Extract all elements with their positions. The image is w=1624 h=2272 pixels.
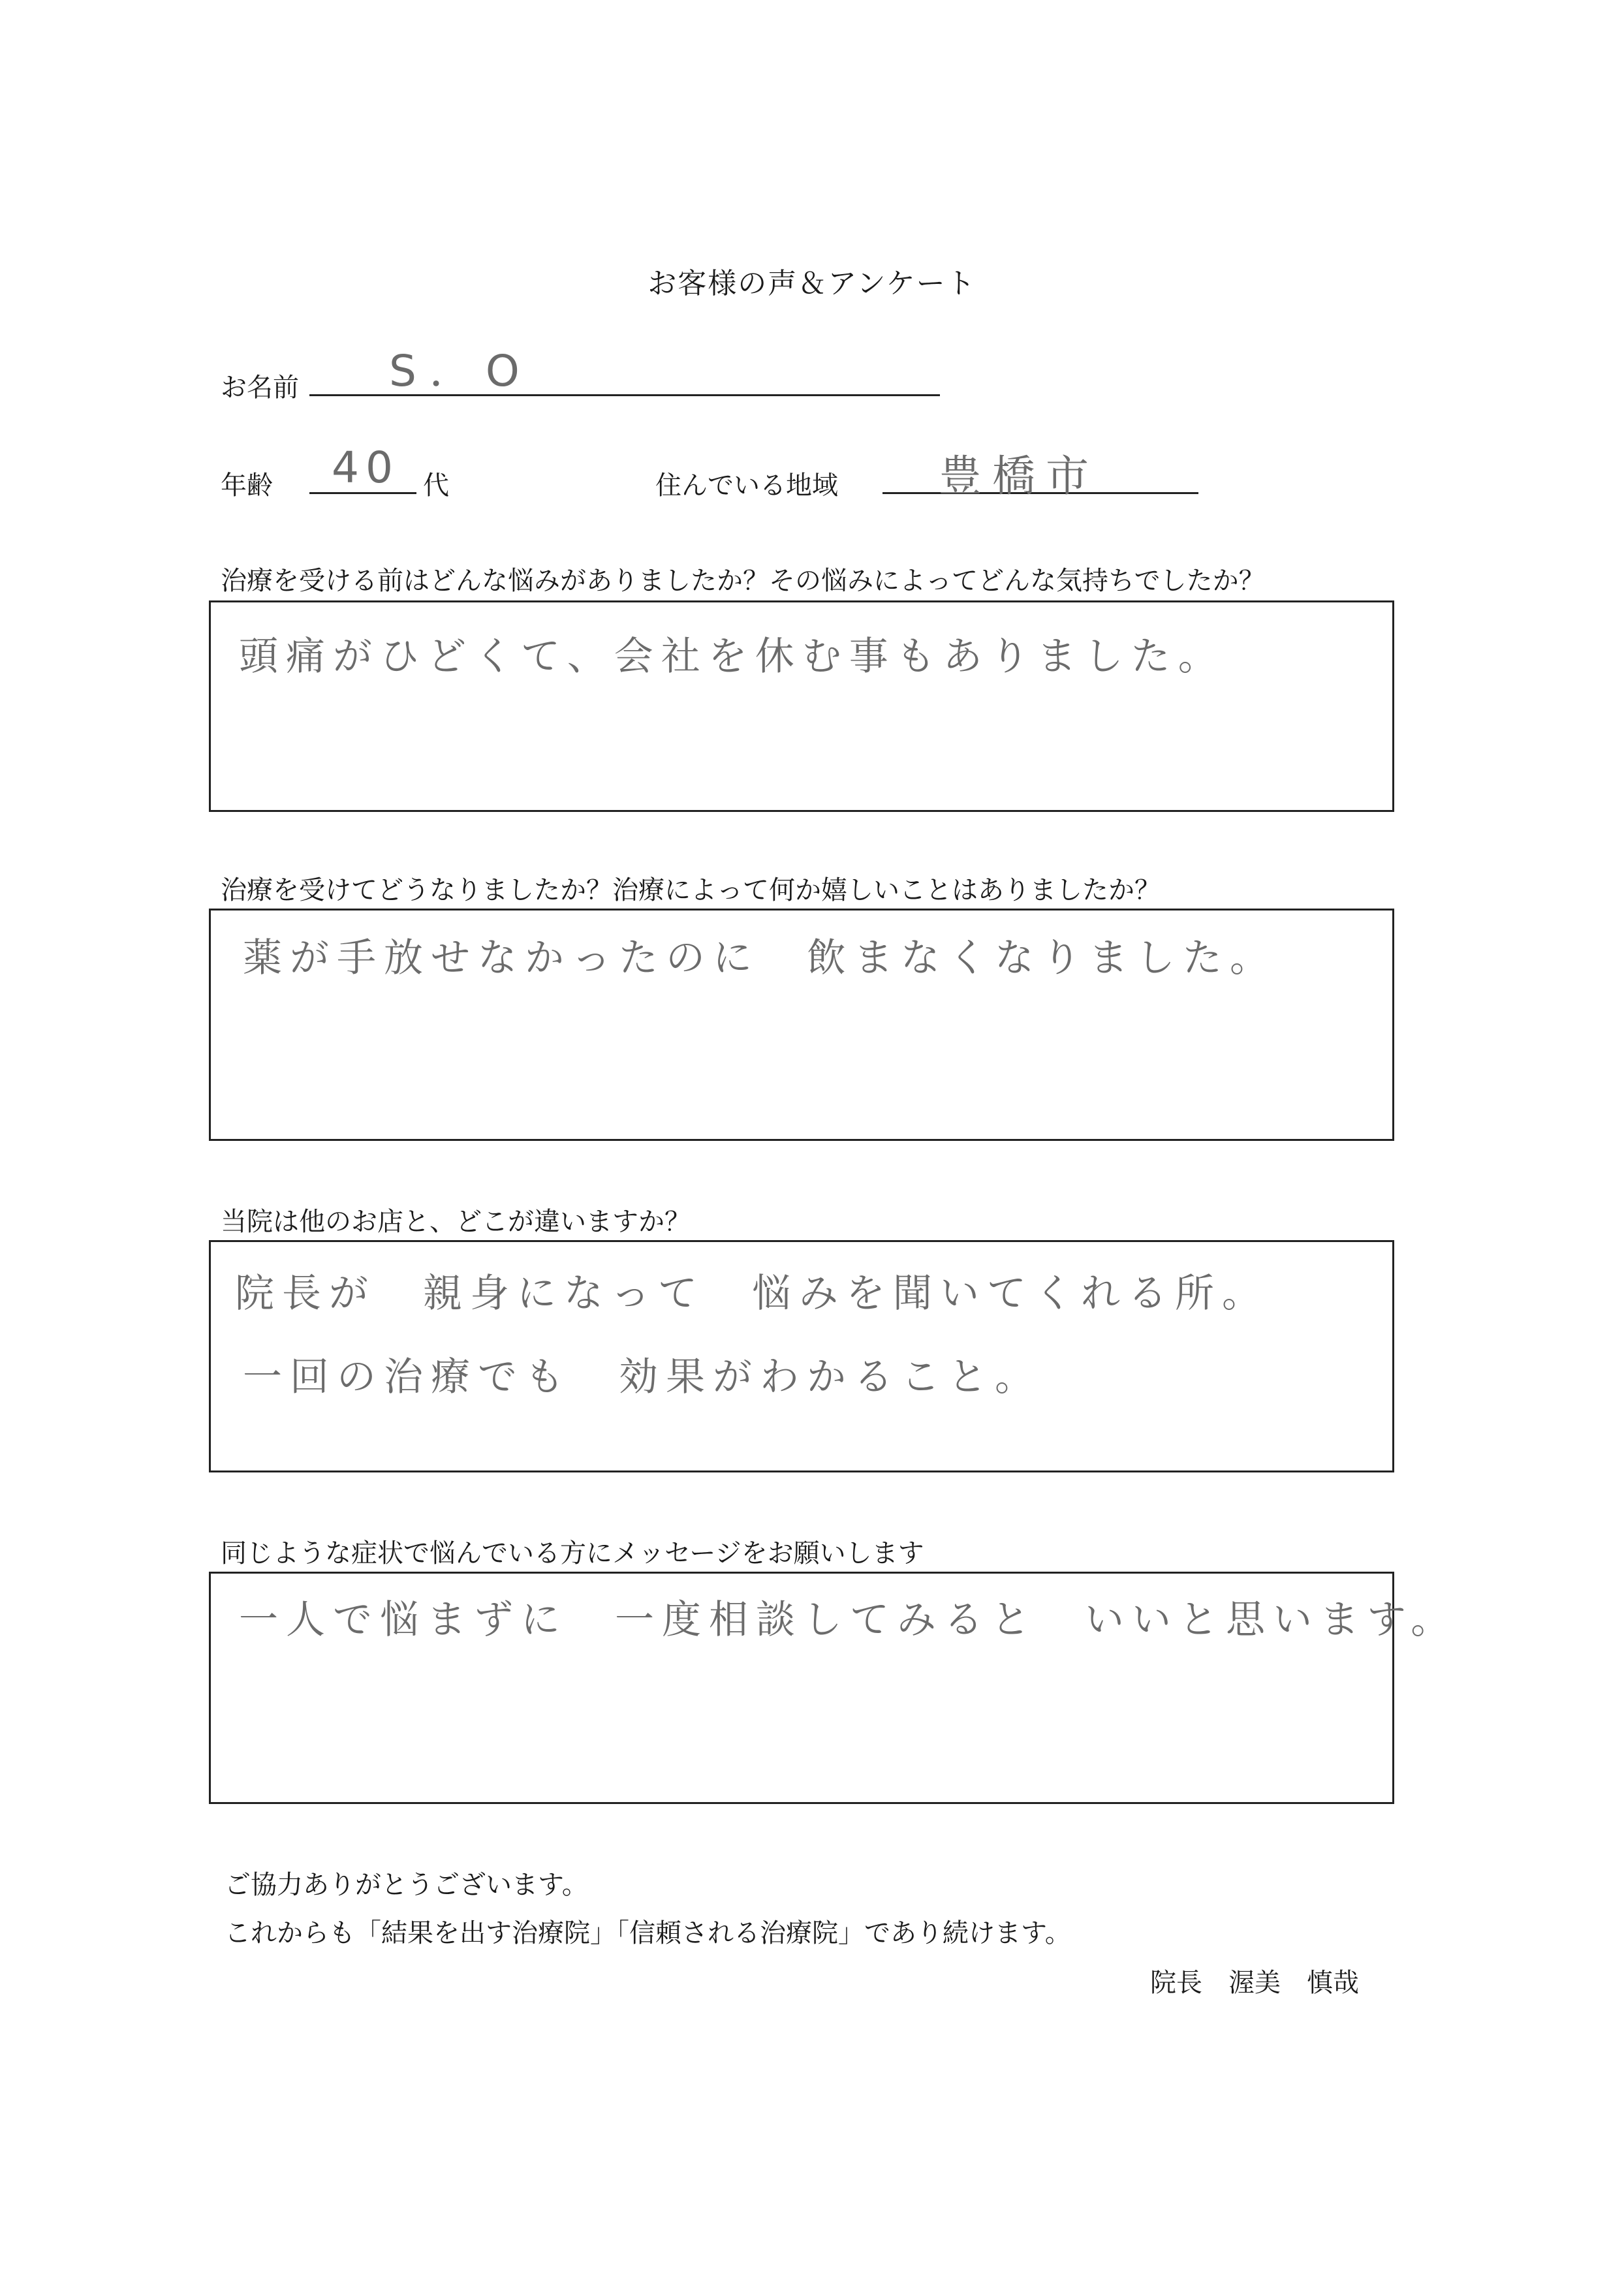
name-label: お名前 [221, 373, 299, 403]
answer-4-line-1: 一人で悩まずに 一度相談してみると いいと思います。 [239, 1597, 1458, 1643]
form-title: お客様の声＆アンケート [648, 267, 976, 300]
question-4: 同じような症状で悩んでいる方にメッセージをお願いします [221, 1538, 924, 1568]
question-1: 治療を受ける前はどんな悩みがありましたか？その悩みによってどんな気持ちでしたか？ [221, 566, 1265, 596]
answer-3-line-2: 一回の治療でも 効果がわかること。 [243, 1354, 1042, 1400]
age-label: 年齢 [221, 471, 273, 501]
answer-3-line-1: 院長が 親身になって 悩みを聞いてくれる所。 [235, 1271, 1269, 1316]
answer-2-line-1: 薬が手放せなかったのに 飲まなくなりました。 [243, 935, 1277, 981]
name-value: S．O [389, 346, 533, 396]
closing-thanks: ご協力ありがとうございます。 [225, 1870, 588, 1900]
region-label: 住んでいる地域 [655, 471, 838, 501]
question-3: 当院は他のお店と、どこが違いますか？ [221, 1207, 691, 1237]
answer-1-line-1: 頭痛がひどくて、会社を休む事もありました。 [239, 634, 1225, 679]
age-value: 40 [332, 443, 399, 493]
age-suffix: 代 [423, 471, 449, 501]
signature: 院長 渥美 慎哉 [1150, 1968, 1359, 1998]
region-value: 豊橋市 [939, 451, 1099, 501]
closing-message: これからも「結果を出す治療院」「信頼される治療院」であり続けます。 [225, 1918, 1071, 1948]
question-2: 治療を受けてどうなりましたか？治療によって何か嬉しいことはありましたか？ [221, 875, 1161, 905]
